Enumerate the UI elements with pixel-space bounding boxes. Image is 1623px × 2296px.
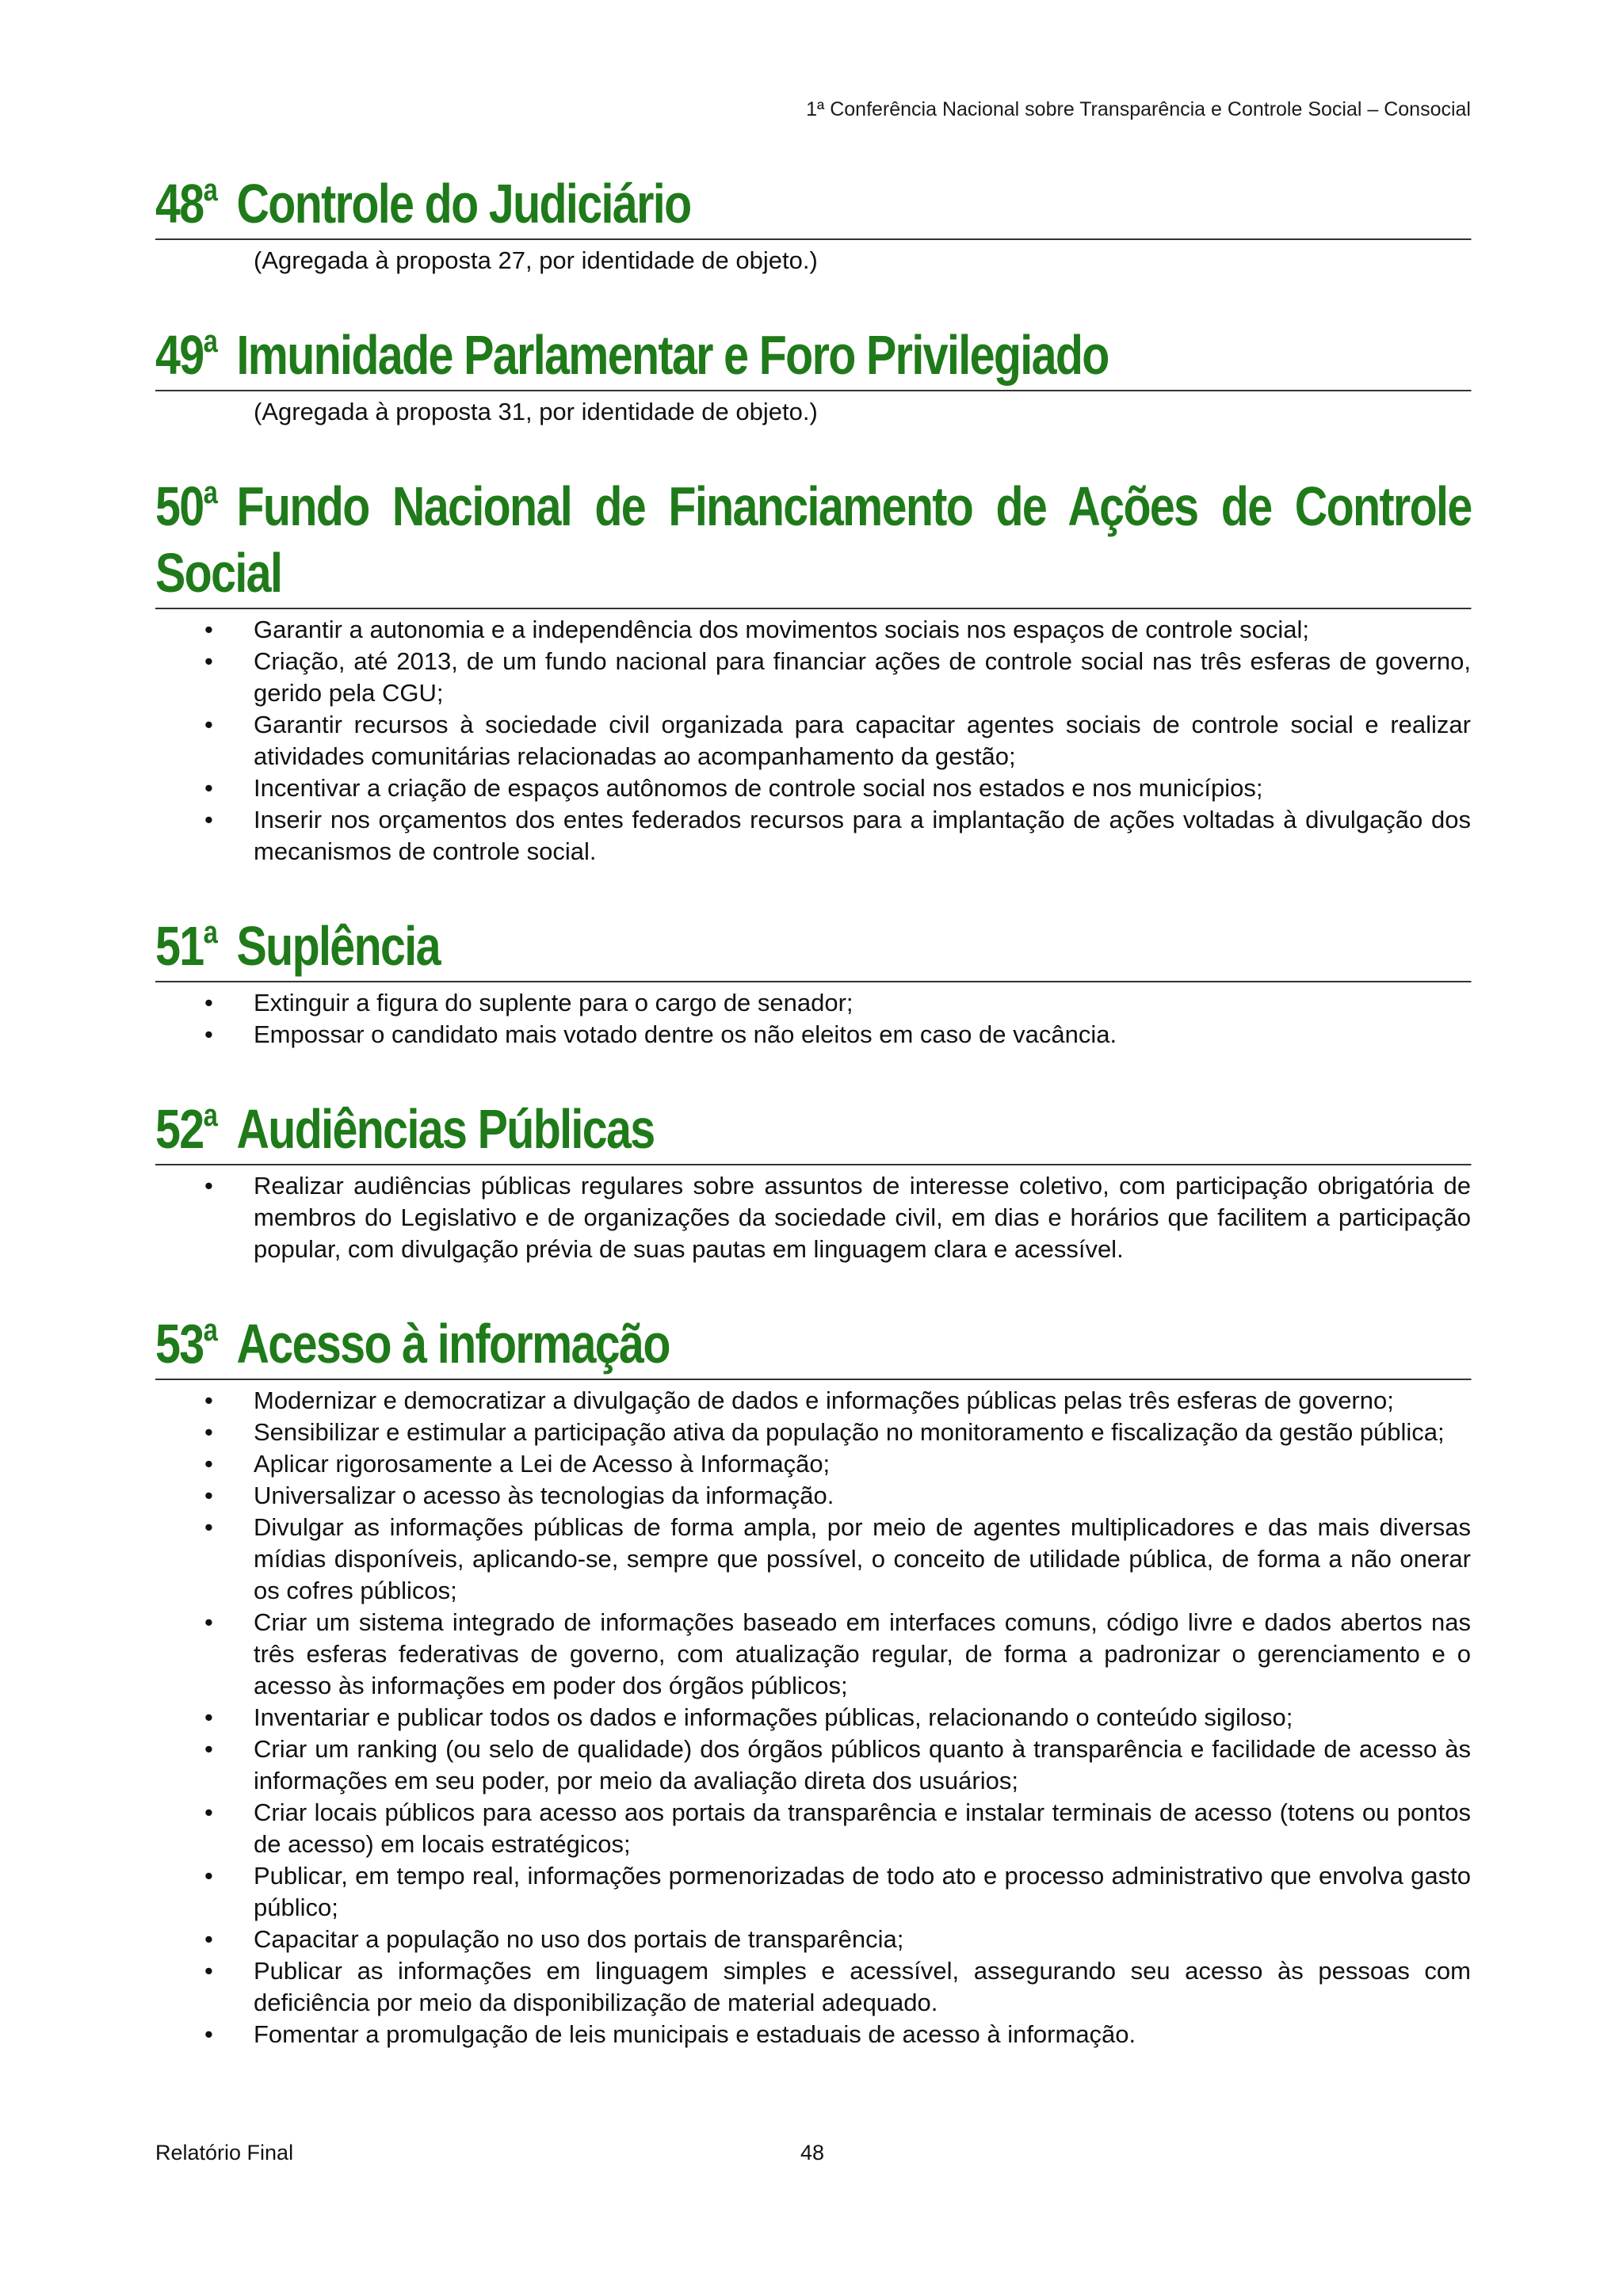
list-item: • Modernizar e democratizar a divulgação de dados e informações públicas pelas três esferas de governo; bbox=[155, 1385, 1471, 1417]
section-heading bbox=[155, 157, 1472, 240]
section-title: Fundo Nacional de Financiamento de Ações de Controle Social bbox=[155, 475, 1472, 604]
list-item: • Publicar, em tempo real, informações pormenorizadas de todo ato e processo administrativo que envolva gasto público; bbox=[155, 1860, 1471, 1924]
section-number: 50$^a$ bbox=[155, 475, 217, 537]
section-number: 48$^a$ bbox=[155, 173, 217, 235]
section-note: (Agregada à proposta 31, por identidade de objeto.) bbox=[254, 398, 818, 425]
section-heading bbox=[155, 1297, 1472, 1380]
proposal-section bbox=[155, 157, 1471, 277]
list-item: • Capacitar a população no uso dos portais de transparência; bbox=[155, 1924, 1471, 1955]
section-heading bbox=[155, 460, 1472, 609]
section-number: 51$^a$ bbox=[155, 915, 217, 977]
section-title: Acesso à informação bbox=[236, 1313, 670, 1375]
proposal-list bbox=[155, 1385, 1471, 2050]
section-heading bbox=[155, 1082, 1472, 1165]
list-item: • Criar um sistema integrado de informações baseado em interfaces comuns, código livre e dados abertos nas três esferas federativas de governo, com atualização regular, de forma a padronizar o gerenciamento e o acesso às informações em poder dos órgãos públicos; bbox=[155, 1607, 1471, 1702]
section-number: 49$^a$ bbox=[155, 324, 217, 386]
proposal-section bbox=[155, 308, 1471, 428]
proposal-section bbox=[155, 460, 1471, 868]
list-item: • Criar locais públicos para acesso aos portais da transparência e instalar terminais de acesso (totens ou pontos de acesso) em locais estratégicos; bbox=[155, 1797, 1471, 1860]
proposal-section bbox=[155, 1297, 1471, 2050]
section-heading bbox=[155, 899, 1472, 982]
list-item: • Inserir nos orçamentos dos entes federados recursos para a implantação de ações voltadas à divulgação dos mecanismos de controle social. bbox=[155, 804, 1471, 868]
list-item: • Fomentar a promulgação de leis municipais e estaduais de acesso à informação. bbox=[155, 2019, 1471, 2050]
proposal-list bbox=[155, 1170, 1471, 1265]
list-item: • Criar um ranking (ou selo de qualidade) dos órgãos públicos quanto à transparência e facilidade de acesso às informações em seu poder, por meio da avaliação direta dos usuários; bbox=[155, 1733, 1471, 1797]
list-item: • Sensibilizar e estimular a participação ativa da população no monitoramento e fiscalização da gestão pública; bbox=[155, 1417, 1471, 1448]
proposal-section bbox=[155, 899, 1471, 1051]
list-item: • Divulgar as informações públicas de forma ampla, por meio de agentes multiplicadores e das mais diversas mídias disponíveis, aplicando-se, sempre que possível, o conceito de utilidade pública, de forma a não onerar os cofres públicos; bbox=[155, 1512, 1471, 1607]
list-item: • Extinguir a figura do suplente para o cargo de senador; bbox=[155, 987, 1471, 1019]
footer-title: Relatório Final bbox=[155, 2141, 294, 2164]
page-header: 1ª Conferência Nacional sobre Transparência e Controle Social – Consocial bbox=[806, 98, 1471, 120]
list-item: • Empossar o candidato mais votado dentre os não eleitos em caso de vacância. bbox=[155, 1019, 1471, 1051]
section-title: Controle do Judiciário bbox=[236, 173, 691, 235]
proposal-list bbox=[155, 614, 1471, 868]
proposal-section bbox=[155, 1082, 1471, 1265]
section-heading bbox=[155, 308, 1472, 391]
list-item: • Garantir recursos à sociedade civil organizada para capacitar agentes sociais de controle social e realizar atividades comunitárias relacionadas ao acompanhamento da gestão; bbox=[155, 709, 1471, 772]
list-item: • Criação, até 2013, de um fundo nacional para financiar ações de controle social nas três esferas de governo, gerido pela CGU; bbox=[155, 646, 1471, 709]
section-title: Suplência bbox=[236, 915, 440, 977]
section-note: (Agregada à proposta 27, por identidade de objeto.) bbox=[254, 246, 818, 274]
list-item: • Realizar audiências públicas regulares sobre assuntos de interesse coletivo, com participação obrigatória de membros do Legislativo e de organizações da sociedade civil, em dias e horários que facilitem a participação popular, com divulgação prévia de suas pautas em linguagem clara e acessível. bbox=[155, 1170, 1471, 1265]
list-item: • Publicar as informações em linguagem simples e acessível, assegurando seu acesso às pessoas com deficiência por meio da disponibilização de material adequado. bbox=[155, 1955, 1471, 2019]
page-number: 48 bbox=[800, 2141, 825, 2164]
document-body bbox=[155, 157, 1471, 2082]
section-title: Audiências Públicas bbox=[236, 1098, 655, 1160]
list-item: • Garantir a autonomia e a independência dos movimentos sociais nos espaços de controle social; bbox=[155, 614, 1471, 646]
section-number: 52$^a$ bbox=[155, 1098, 217, 1160]
proposal-list bbox=[155, 987, 1471, 1051]
list-item: • Incentivar a criação de espaços autônomos de controle social nos estados e nos municípios; bbox=[155, 772, 1471, 804]
section-title: Imunidade Parlamentar e Foro Privilegiado bbox=[236, 324, 1109, 386]
section-number: 53$^a$ bbox=[155, 1313, 217, 1375]
list-item: • Inventariar e publicar todos os dados e informações públicas, relacionando o conteúdo sigiloso; bbox=[155, 1702, 1471, 1733]
list-item: • Aplicar rigorosamente a Lei de Acesso à Informação; bbox=[155, 1448, 1471, 1480]
list-item: • Universalizar o acesso às tecnologias da informação. bbox=[155, 1480, 1471, 1512]
